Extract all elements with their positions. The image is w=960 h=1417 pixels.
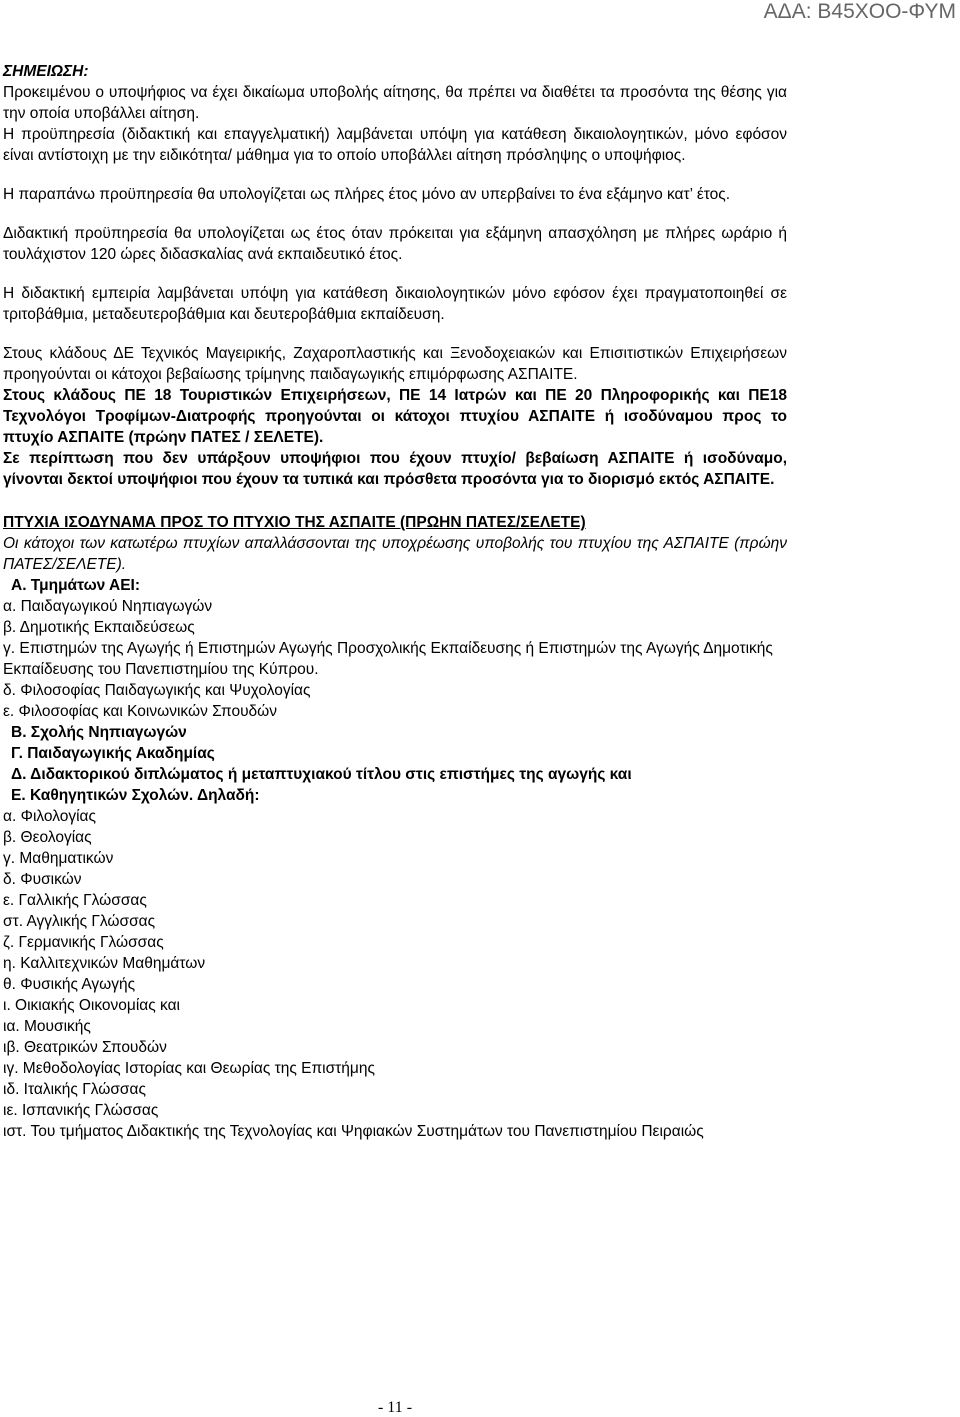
list-item: γ. Επιστημών της Αγωγής ή Επιστημών Αγωγής Προσχολικής Εκπαίδευσης ή Επιστημών της Αγωγής Δημοτικής Εκπαίδευσης του Πανεπιστημίου της Κύπρου. [3,640,773,678]
note-paragraph-3: Η παραπάνω προϋπηρεσία θα υπολογίζεται ως πλήρες έτος μόνο αν υπερβαίνει το ένα εξάμηνο κατ’ έτος. [3,186,731,203]
section-e-list [3,806,787,1142]
list-item: β. Θεολογίας [3,829,92,846]
note-paragraph-6: Στους κλάδους ΔΕ Τεχνικός Μαγειρικής, Ζαχαροπλαστικής και Ξενοδοχειακών και Επισιτιστικών Επιχειρήσεων προηγούνται οι κάτοχοι βεβαίωσης τρίμηνης παιδαγωγικής επιμόρφωσης ΑΣΠΑΙΤΕ. [3,345,787,383]
list-item: β. Δημοτικής Εκπαιδεύσεως [3,619,195,636]
list-item: δ. Φυσικών [3,871,82,888]
list-item: γ. Μαθηματικών [3,850,114,867]
list-item: η. Καλλιτεχνικών Μαθημάτων [3,955,206,972]
section-g-title: Γ. Παιδαγωγικής Ακαδημίας [11,745,215,762]
list-item: ιε. Ισπανικής Γλώσσας [3,1102,159,1119]
equivalent-degrees-heading: ΠΤΥΧΙΑ ΙΣΟΔΥΝΑΜΑ ΠΡΟΣ ΤΟ ΠΤΥΧΙΟ ΤΗΣ ΑΣΠΑΙΤΕ (ΠΡΩΗΝ ΠΑΤΕΣ/ΣΕΛΕΤΕ) [3,514,586,531]
page-number: - 11 - [377,1399,413,1416]
list-item: θ. Φυσικής Αγωγής [3,976,136,993]
section-a-title: Α. Τμημάτων ΑΕΙ: [11,577,141,594]
note-paragraph-5: Η διδακτική εμπειρία λαμβάνεται υπόψη για κατάθεση δικαιολογητικών μόνο εφόσον έχει πραγματοποιηθεί σε τριτοβάθμια, μεταδευτεροβάθμια και δευτεροβάθμια εκπαίδευση. [3,285,787,323]
section-d-title: Δ. Διδακτορικού διπλώματος ή μεταπτυχιακού τίτλου στις επιστήμες της αγωγής και [11,766,632,783]
list-item: α. Παιδαγωγικού Νηπιαγωγών [3,598,213,615]
list-item: δ. Φιλοσοφίας Παιδαγωγικής και Ψυχολογίας [3,682,311,699]
list-item: ζ. Γερμανικής Γλώσσας [3,934,164,951]
list-item: ιβ. Θεατρικών Σπουδών [3,1039,167,1056]
equivalent-degrees-intro: Οι κάτοχοι των κατωτέρω πτυχίων απαλλάσσονται της υποχρέωσης υποβολής του πτυχίου της ΑΣΠΑΙΤΕ (πρώην ΠΑΤΕΣ/ΣΕΛΕΤΕ). [3,535,787,573]
list-item: α. Φιλολογίας [3,808,96,825]
list-item: ιστ. Του τμήματος Διδακτικής της Τεχνολογίας και Ψηφιακών Συστημάτων του Πανεπιστημίου Πειραιώς [3,1123,704,1140]
note-paragraph-7: Στους κλάδους ΠΕ 18 Τουριστικών Επιχειρήσεων, ΠΕ 14 Ιατρών και ΠΕ 20 Πληροφορικής και ΠΕ18 Τεχνολόγοι Τροφίμων-Διατροφής προηγούνται οι κάτοχοι πτυχίου ΑΣΠΑΙΤΕ ή ισοδύναμου προς το πτυχίο ΑΣΠΑΙΤΕ (πρώην ΠΑΤΕΣ / ΣΕΛΕΤΕ). [3,387,787,446]
note-title: ΣΗΜΕΙΩΣΗ: [3,63,89,80]
note-paragraph-2: Η προϋπηρεσία (διδακτική και επαγγελματική) λαμβάνεται υπόψη για κατάθεση δικαιολογητικών, μόνο εφόσον είναι αντίστοιχη με την ειδικότητα/ μάθημα για το οποίο υποβάλλει αίτηση πρόσληψης ο υποψήφιος. [3,126,787,164]
note-paragraph-8: Σε περίπτωση που δεν υπάρξουν υποψήφιοι που έχουν πτυχίο/ βεβαίωση ΑΣΠΑΙΤΕ ή ισοδύναμο, γίνονται δεκτοί υποψήφιοι που έχουν τα τυπικά και πρόσθετα προσόντα για το διορισμό εκτός ΑΣΠΑΙΤΕ. [3,450,787,488]
list-item: ι. Οικιακής Οικονομίας και [3,997,180,1014]
section-e-title: Ε. Καθηγητικών Σχολών. Δηλαδή: [11,787,260,804]
list-item: ε. Φιλοσοφίας και Κοινωνικών Σπουδών [3,703,278,720]
ada-code: ΑΔΑ: Β45ΧΟΟ-ΦΥΜ [763,0,956,23]
list-item: ε. Γαλλικής Γλώσσας [3,892,147,909]
section-b-title: Β. Σχολής Νηπιαγωγών [11,724,187,741]
list-item: στ. Αγγλικής Γλώσσας [3,913,156,930]
document-body [3,61,787,1142]
note-paragraph-1: Προκειμένου ο υποψήφιος να έχει δικαίωμα υποβολής αίτησης, θα πρέπει να διαθέτει τα προσόντα της θέσης για την οποία υποβάλλει αίτηση. [3,84,787,122]
list-item: ιγ. Μεθοδολογίας Ιστορίας και Θεωρίας της Επιστήμης [3,1060,375,1077]
list-item: ιδ. Ιταλικής Γλώσσας [3,1081,146,1098]
list-item: ια. Μουσικής [3,1018,91,1035]
note-paragraph-4: Διδακτική προϋπηρεσία θα υπολογίζεται ως έτος όταν πρόκειται για εξάμηνη απασχόληση με πλήρες ωράριο ή τουλάχιστον 120 ώρες διδασκαλίας ανά εκπαιδευτικό έτος. [3,225,787,263]
section-a-list [3,596,787,722]
